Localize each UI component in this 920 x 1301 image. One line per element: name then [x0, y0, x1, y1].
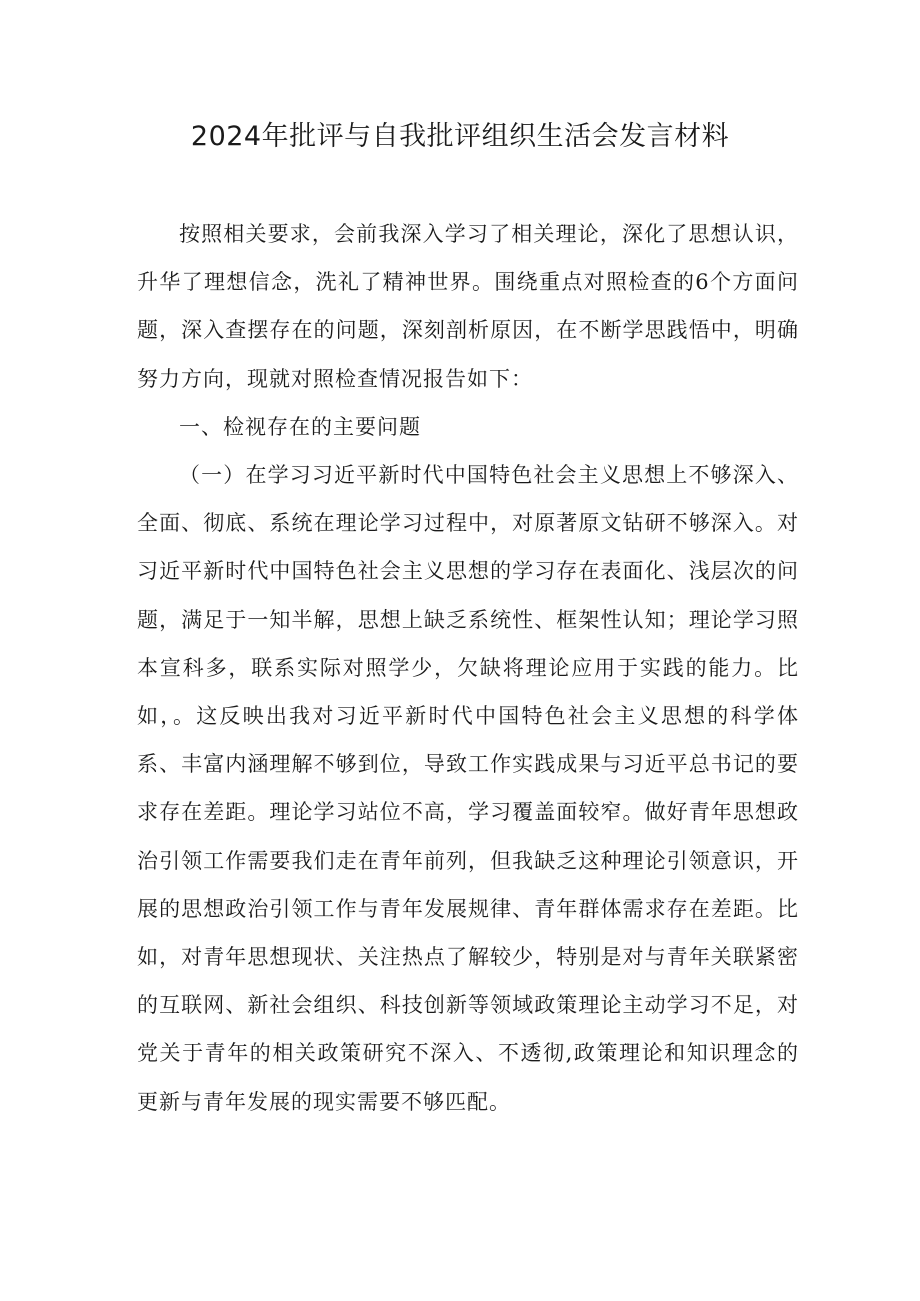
intro-paragraph: 按照相关要求，会前我深入学习了相关理论，深化了思想认识，升华了理想信念，洗礼了精神世界。围绕重点对照检查的6个方面问题，深入查摆存在的问题，深刻剖析原因，在不断学思践悟中，明确努力方向，现就对照检查情况报告如下： [137, 222, 799, 391]
document-body [137, 210, 799, 1126]
section-heading: 一、检视存在的主要问题 [179, 414, 421, 439]
issue-paragraph: （一）在学习习近平新时代中国特色社会主义思想上不够深入、全面、彻底、系统在理论学习过程中，对原著原文钻研不够深入。对习近平新时代中国特色社会主义思想的学习存在表面化、浅层次的问题，满足于一知半解，思想上缺乏系统性、框架性认知；理论学习照本宣科多，联系实际对照学少，欠缺将理论应用于实践的能力。比如，。这反映出我对习近平新时代中国特色社会主义思想的科学体系、丰富内涵理解不够到位，导致工作实践成果与习近平总书记的要求存在差距。理论学习站位不高，学习覆盖面较窄。做好青年思想政治引领工作需要我们走在青年前列，但我缺乏这种理论引领意识，开展的思想政治引领工作与青年发展规律、青年群体需求存在差距。比如，对青年思想现状、关注热点了解较少，特别是对与青年关联紧密的互联网、新社会组织、科技创新等领域政策理论主动学习不足，对党关于青年的相关政策研究不深入、不透彻,政策理论和知识理念的更新与青年发展的现实需要不够匹配。 [137, 463, 799, 1114]
document-title: 2024年批评与自我批评组织生活会发言材料 [190, 121, 730, 152]
